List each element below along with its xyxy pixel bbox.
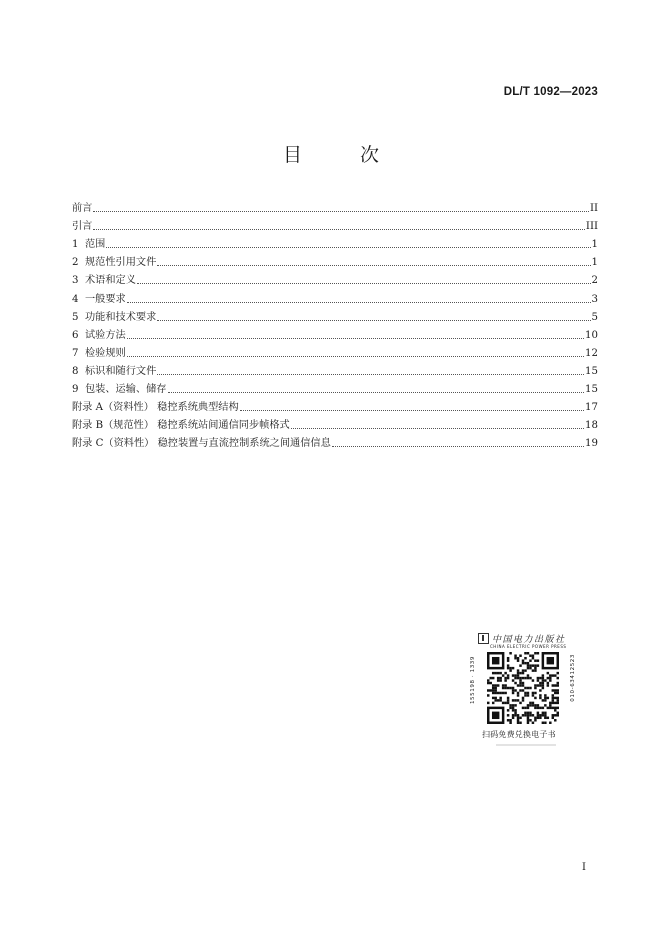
toc-entry-text: 附录 A（资料性） 稳控系统典型结构 [72, 402, 239, 414]
publisher-logo-icon [478, 633, 489, 644]
toc-entry-text: 规范性引用文件 [85, 257, 157, 269]
toc-entry-label [72, 203, 92, 215]
toc-entry-number: 3 [72, 275, 79, 287]
toc-leader-dots [127, 302, 591, 303]
toc-entry-page: 3 [591, 293, 598, 305]
toc-entry-label [72, 257, 156, 269]
table-of-contents [72, 197, 598, 450]
toc-entry-label [72, 330, 126, 342]
publisher-name: 中国电力出版社 [492, 634, 566, 645]
toc-entry[interactable] [72, 306, 598, 324]
toc-entry-label [72, 402, 239, 414]
toc-entry-page: 12 [585, 347, 598, 359]
toc-entry-page: 1 [591, 239, 598, 251]
toc-entry-text: 范围 [85, 239, 106, 251]
toc-entry-page: 18 [585, 420, 598, 432]
toc-entry-text: 术语和定义 [85, 275, 136, 287]
toc-entry-number: 1 [72, 239, 79, 251]
toc-entry-label [72, 420, 290, 432]
toc-leader-dots [127, 338, 584, 339]
toc-entry-page: 5 [591, 311, 598, 323]
toc-entry-number: 5 [72, 311, 79, 323]
stamp-smudge [496, 744, 556, 746]
toc-entry-page: 2 [591, 275, 598, 287]
toc-entry[interactable] [72, 197, 598, 215]
toc-entry[interactable] [72, 287, 598, 305]
toc-entry-text: 一般要求 [85, 293, 126, 305]
toc-entry-page: 15 [585, 384, 598, 396]
toc-entry[interactable] [72, 378, 598, 396]
toc-entry-label [72, 275, 136, 287]
toc-leader-dots [93, 211, 589, 212]
toc-entry-text: 包装、运输、储存 [85, 384, 167, 396]
toc-entry-label [72, 348, 126, 360]
toc-entry-page: II [589, 203, 598, 215]
toc-entry[interactable] [72, 233, 598, 251]
toc-entry-text: 附录 B（规范性） 稳控系统站间通信同步帧格式 [72, 420, 290, 432]
toc-leader-dots [240, 410, 584, 411]
toc-leader-dots [157, 320, 590, 321]
toc-entry[interactable] [72, 432, 598, 450]
toc-entry[interactable] [72, 414, 598, 432]
toc-leader-dots [332, 446, 584, 447]
qr-code-icon[interactable] [487, 652, 559, 724]
page-title: 目 次 [282, 144, 406, 166]
toc-leader-dots [93, 229, 585, 230]
toc-leader-dots [106, 247, 590, 248]
page-number: I [582, 862, 586, 873]
toc-leader-dots [168, 392, 585, 393]
toc-leader-dots [157, 374, 584, 375]
toc-entry[interactable] [72, 251, 598, 269]
toc-leader-dots [291, 428, 584, 429]
publisher-logo [478, 632, 574, 644]
toc-entry-label [72, 366, 156, 378]
toc-entry-page: III [585, 221, 598, 233]
publisher-stamp [470, 632, 576, 746]
toc-entry[interactable] [72, 360, 598, 378]
toc-entry-page: 10 [585, 329, 598, 341]
toc-entry-number: 4 [72, 293, 79, 305]
toc-entry-page: 1 [591, 257, 598, 269]
toc-entry-number: 2 [72, 257, 79, 269]
toc-entry-text: 功能和技术要求 [85, 311, 157, 323]
toc-entry-label [72, 438, 331, 450]
toc-entry-label [72, 221, 92, 233]
stamp-side-text-left: 155198 · 1339 [470, 656, 476, 705]
stamp-caption: 扫码免费兑换电子书 [482, 730, 556, 739]
toc-entry-label [72, 312, 156, 324]
toc-leader-dots [157, 265, 590, 266]
toc-entry-label [72, 239, 105, 251]
stamp-side-text-right: 010-63412523 [570, 654, 576, 702]
toc-entry-text: 试验方法 [85, 329, 126, 341]
toc-entry-number: 6 [72, 329, 79, 341]
toc-entry[interactable] [72, 215, 598, 233]
toc-leader-dots [127, 356, 584, 357]
toc-entry-page: 19 [585, 438, 598, 450]
toc-entry[interactable] [72, 324, 598, 342]
toc-entry-number: 9 [72, 384, 79, 396]
toc-entry[interactable] [72, 342, 598, 360]
toc-entry-label [72, 294, 126, 306]
toc-entry-number: 7 [72, 347, 79, 359]
publisher-name-en: CHINA ELECTRIC POWER PRESS [490, 644, 567, 649]
toc-entry-page: 17 [585, 402, 598, 414]
toc-entry-text: 附录 C（资料性） 稳控装置与直流控制系统之间通信信息 [72, 438, 331, 450]
toc-entry-text: 引言 [72, 221, 93, 233]
toc-entry-page: 15 [585, 365, 598, 377]
toc-entry-text: 检验规则 [85, 347, 126, 359]
standard-code: DL/T 1092—2023 [503, 86, 598, 98]
toc-leader-dots [137, 283, 591, 284]
toc-entry-text: 标识和随行文件 [85, 365, 157, 377]
toc-entry-number: 8 [72, 365, 79, 377]
toc-entry-text: 前言 [72, 203, 93, 215]
toc-entry-label [72, 384, 167, 396]
toc-entry[interactable] [72, 269, 598, 287]
toc-entry[interactable] [72, 396, 598, 414]
